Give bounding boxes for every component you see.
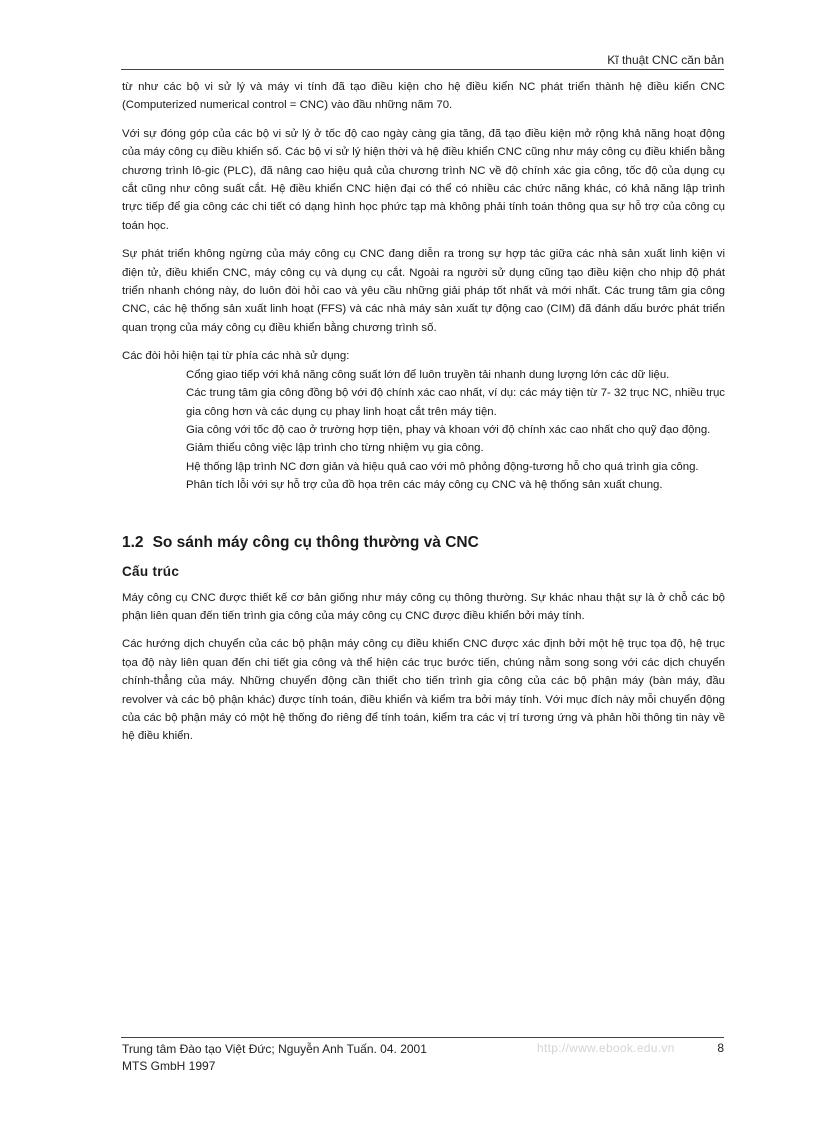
list-item: Phân tích lỗi với sự hỗ trợ của đồ họa trên các máy công cụ CNC và hệ thống sản xuất chung. [186, 479, 663, 492]
footer-line-1: Trung tâm Đào tạo Việt Đức; Nguyễn Anh Tuấn. 04. 2001 [122, 1042, 427, 1056]
requirements-list [186, 366, 725, 495]
footer-rule [121, 1037, 724, 1038]
paragraph-structure: Máy công cụ CNC được thiết kế cơ bản giống như máy công cụ thông thường. Sự khác nhau thật sự là ở chỗ các bộ phận liên quan đến tiến trình gia công của máy công cụ CNC được điều khiển bởi máy tính. [122, 591, 725, 622]
paragraph-microprocessors: Với sự đóng góp của các bộ vi sử lý ở tốc độ cao ngày càng gia tăng, đã tạo điều kiện mở rộng khả năng hoạt động của máy công cụ điều khiển số. Các bộ vi sử lý hiện thời và hệ điều khiển CNC cũng như máy công cụ điều khiển bằng chương trình lô-gic (PLC), đã nâng cao hiệu quả của chương trình NC về độ chính xác gia công, tốc độ của dụng cụ cắt cũng như công suất cắt. Hệ điều khiển CNC hiện đại có thể có nhiều các chức năng khác, có khả năng lập trình trực tiếp để gia công các chi tiết có dạng hình học phức tạp mà không phải tính toán thông qua sự hỗ trợ của công cụ toán học. [122, 127, 725, 232]
section-number: 1.2 [122, 533, 144, 551]
list-item: Các trung tâm gia công đồng bộ với độ chính xác cao nhất, ví dụ: các máy tiện từ 7- 32 trục NC, nhiều trục gia công hơn và các dụng cụ phay linh hoạt cắt trên máy tiện. [186, 387, 725, 418]
header-rule [121, 69, 724, 70]
list-item: Gia công với tốc độ cao ở trường hợp tiện, phay và khoan với độ chính xác cao nhất cho quỹ đạo động. [186, 423, 711, 436]
page-number: 8 [717, 1041, 724, 1055]
list-item: Hệ thống lập trình NC đơn giản và hiệu quả cao với mô phỏng động-tương hỗ cho quá trình gia công. [186, 460, 699, 473]
list-item: Cổng giao tiếp với khả năng công suất lớn để luôn truyền tải nhanh dung lượng lớn các dữ liệu. [186, 368, 670, 381]
paragraph-axes: Các hướng dịch chuyển của các bộ phận máy công cụ điều khiển CNC được xác định bởi một hệ trục tọa độ, hệ trục tọa độ này liên quan đến chi tiết gia công và thể hiện các trục bước tiến, chúng nằm song song với các dịch chuyển chính-thẳng của máy. Những chuyển động cần thiết cho tiến trình gia công của các bộ phận máy (bàn máy, đầu revolver và các bộ phận khác) được tính toán, điều khiển và kiểm tra bởi máy tính. Với mục đích này mỗi chuyển động của các bộ phận máy có một hệ thống đo riêng để tính toán, kiểm tra các vị trí tương ứng và phản hồi thông tin này về hệ điều khiển. [122, 638, 725, 743]
paragraph-development: Sự phát triển không ngừng của máy công cụ CNC đang diễn ra trong sự hợp tác giữa các nhà sản xuất linh kiện vi điện tử, điều khiển CNC, máy công cụ và dụng cụ cắt. Ngoài ra người sử dụng cũng tạo điều kiện cho nhịp độ phát triển nhanh chóng này, do luôn đòi hỏi cao và yêu cầu những giải pháp tốt nhất và mới nhất. Các trung tâm gia công CNC, các hệ thống sản xuất linh hoạt (FFS) và các nhà máy sản xuất tự động cao (CIM) đã đánh dấu bước phát triển quan trọng của máy công cụ điều khiển bằng chương trình số. [122, 248, 725, 334]
footer-credits [122, 1041, 427, 1074]
paragraph-intro: từ như các bộ vi sử lý và máy vi tính đã tạo điều kiện cho hệ điều kiển NC phát triển thành hệ điều kiển CNC (Computerized numerical control = CNC) vào đầu những năm 70. [122, 81, 725, 112]
footer-line-2: MTS GmbH 1997 [122, 1058, 216, 1073]
section-title: So sánh máy công cụ thông thường và CNC [152, 533, 479, 551]
footer-url-watermark: http://www.ebook.edu.vn [537, 1041, 675, 1055]
requirements-intro: Các đòi hỏi hiện tại từ phía các nhà sử dụng: [122, 350, 350, 363]
list-item: Giảm thiểu công việc lập trình cho từng nhiệm vụ gia công. [186, 442, 484, 455]
subheading-structure: Cấu trúc [122, 563, 180, 579]
header-title: Kĩ thuật CNC căn bản [607, 53, 724, 67]
page-content [122, 78, 725, 756]
section-heading [122, 533, 725, 553]
